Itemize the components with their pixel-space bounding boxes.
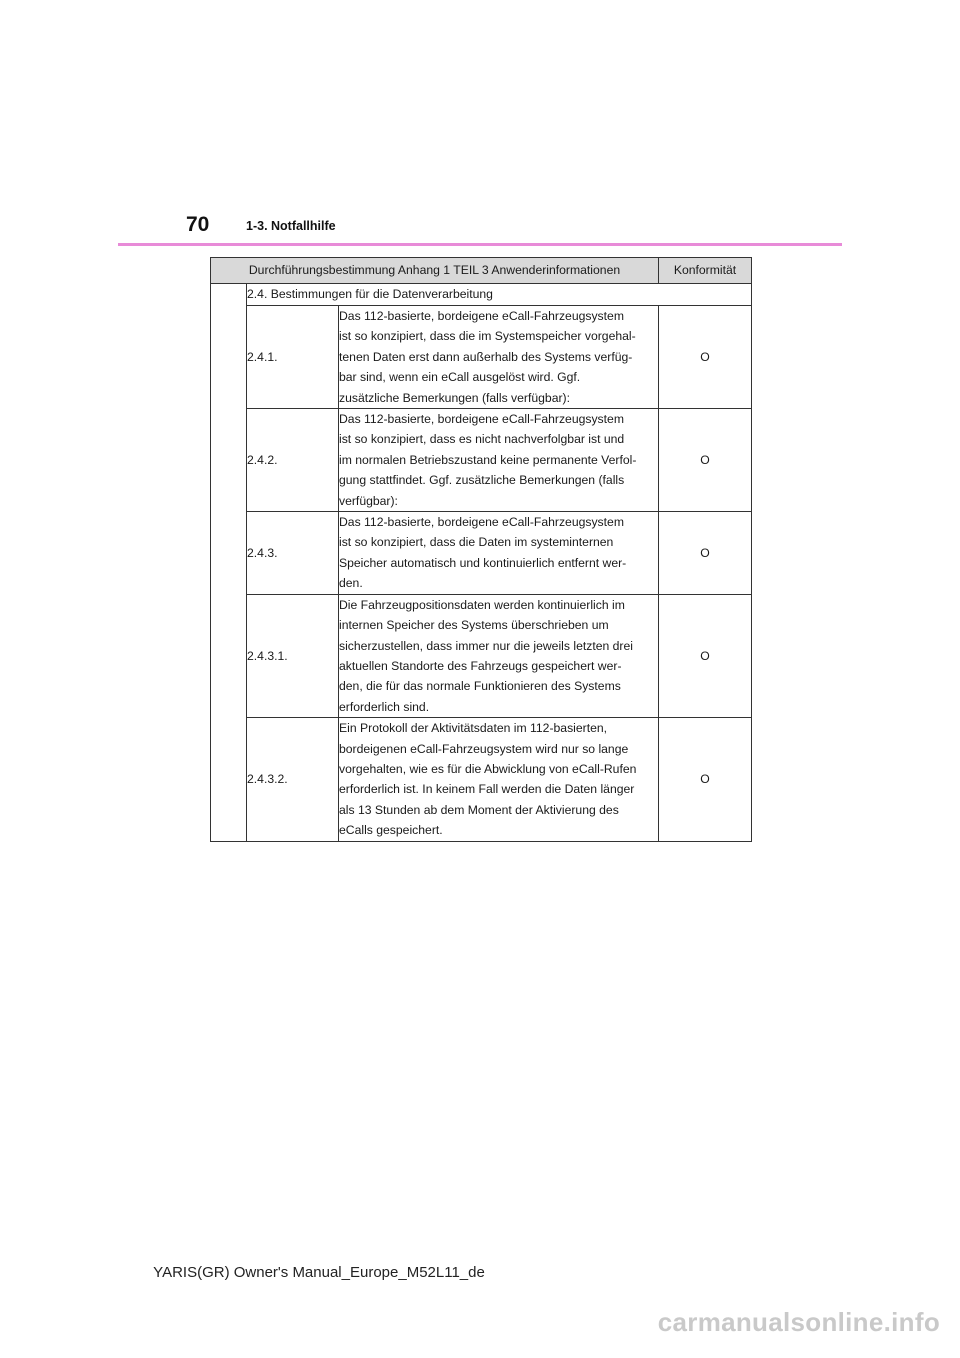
header-rule <box>118 243 842 246</box>
compliance-mark: O <box>659 512 752 595</box>
compliance-mark: O <box>659 306 752 409</box>
description-line: Die Fahrzeugpositionsdaten werden kontinuierlich im <box>339 597 625 612</box>
description-line: bar sind, wenn ein eCall ausgelöst wird. Ggf. <box>339 370 581 385</box>
compliance-mark: O <box>659 594 752 717</box>
description-line: erforderlich ist. In keinem Fall werden die Daten länger <box>339 782 635 797</box>
row-number: 2.4.3.2. <box>247 718 339 841</box>
footer-text: YARIS(GR) Owner's Manual_Europe_M52L11_de <box>153 1264 485 1281</box>
description-line: Das 112-basierte, bordeigene eCall-Fahrzeugsystem <box>339 309 624 323</box>
row-description <box>339 409 659 512</box>
compliance-table <box>210 257 752 842</box>
table-row <box>211 594 752 717</box>
description-line: internen Speicher des Systems überschrieben um <box>339 618 609 633</box>
description-line: ist so konzipiert, dass die Daten im systeminternen <box>339 535 614 550</box>
description-line: vorgehalten, wie es für die Abwicklung von eCall-Rufen <box>339 761 637 776</box>
description-line: Das 112-basierte, bordeigene eCall-Fahrzeugsystem <box>339 515 624 530</box>
description-line: aktuellen Standorte des Fahrzeugs gespeichert wer- <box>339 658 622 673</box>
compliance-mark: O <box>659 718 752 841</box>
section-title: 1-3. Notfallhilfe <box>246 219 336 233</box>
description-line: gung stattfindet. Ggf. zusätzliche Bemerkungen (falls <box>339 473 625 488</box>
description-line: den, die für das normale Funktionieren des Systems <box>339 679 621 694</box>
description-line: erforderlich sind. <box>339 699 430 714</box>
description-line: ist so konzipiert, dass die im Systemspeicher vorgehal- <box>339 329 636 344</box>
description-line: im normalen Betriebszustand keine permanente Verfol- <box>339 452 637 467</box>
description-line: als 13 Stunden ab dem Moment der Aktivierung des <box>339 802 619 817</box>
table-row <box>211 718 752 841</box>
description-line: zusätzliche Bemerkungen (falls verfügbar): <box>339 390 570 405</box>
footer-manual-id <box>0 1264 960 1281</box>
description-line: verfügbar): <box>339 493 398 508</box>
group-title: 2.4. Bestimmungen für die Datenverarbeitung <box>247 284 752 306</box>
description-line: tenen Daten erst dann außerhalb des Systems verfüg- <box>339 349 633 364</box>
description-line: den. <box>339 576 363 591</box>
watermark-logo: carmanualsonline.info <box>657 1307 940 1337</box>
description-line: Das 112-basierte, bordeigene eCall-Fahrzeugsystem <box>339 412 624 427</box>
compliance-mark: O <box>659 409 752 512</box>
row-number: 2.4.2. <box>247 409 339 512</box>
row-number: 2.4.3.1. <box>247 594 339 717</box>
table-row <box>211 409 752 512</box>
row-number: 2.4.3. <box>247 512 339 595</box>
description-line: sicherzustellen, dass immer nur die jeweils letzten drei <box>339 638 633 653</box>
row-description <box>339 718 659 841</box>
description-line: Ein Protokoll der Aktivitätsdaten im 112-basierten, <box>339 721 608 736</box>
description-line: eCalls gespeichert. <box>339 823 443 838</box>
row-description <box>339 306 659 409</box>
description-line: ist so konzipiert, dass es nicht nachverfolgbar ist und <box>339 432 625 447</box>
table-header-row <box>211 258 752 284</box>
description-line: Speicher automatisch und kontinuierlich entfernt wer- <box>339 555 627 570</box>
description-line: bordeigenen eCall-Fahrzeugsystem wird nur so lange <box>339 741 629 756</box>
row-description <box>339 512 659 595</box>
row-number: 2.4.1. <box>247 306 339 409</box>
group-row <box>211 284 752 306</box>
row-description <box>339 594 659 717</box>
table-row <box>211 306 752 409</box>
page-number: 70 <box>186 213 210 236</box>
indent-cell <box>211 284 247 842</box>
table-row <box>211 512 752 595</box>
column-header-compliance: Konformität <box>659 258 752 284</box>
column-header-requirement: Durchführungsbestimmung Anhang 1 TEIL 3 Anwenderinformationen <box>211 258 659 284</box>
